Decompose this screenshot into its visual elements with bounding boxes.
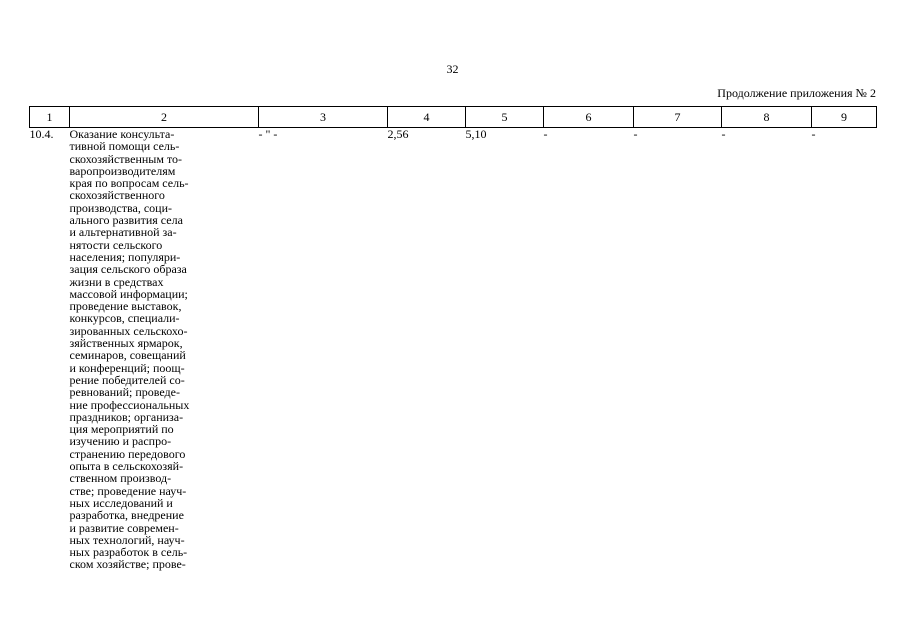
description-line: странению передового [69, 446, 186, 461]
column-header-7: 7 [634, 107, 722, 128]
column-header-3: 3 [259, 107, 388, 128]
continuation-note: Продолжение приложения № 2 [717, 86, 876, 100]
description-line: стве; проведение науч- [69, 483, 187, 498]
description-line: тивной помощи сель- [69, 139, 180, 154]
description-line: конкурсов, специали- [69, 311, 180, 326]
column-header-5: 5 [466, 107, 544, 128]
row-description [70, 128, 259, 571]
table-header-row [30, 107, 877, 128]
column-header-9: 9 [812, 107, 877, 128]
description-line: рение победителей со- [69, 372, 185, 387]
cell-col9: - [811, 127, 816, 141]
description-line: скохозяйственного [69, 188, 165, 203]
description-line: ных разработок в сель- [69, 545, 188, 560]
cell-col4: 2,56 [387, 127, 409, 141]
description-line: края по вопросам сель- [69, 176, 189, 191]
description-line: праздников; организа- [69, 409, 184, 424]
description-line: варопроизводителям [69, 163, 176, 178]
cell-col8: - [721, 127, 726, 141]
description-line: населения; популяри- [69, 249, 181, 264]
table-row [30, 128, 877, 571]
description-line: зяйственных ярмарок, [69, 336, 183, 351]
description-line: и конференций; поощ- [69, 360, 185, 375]
description-line: ревнований; проведе- [69, 385, 180, 400]
description-line: разработка, внедрение [69, 508, 184, 523]
description-line: нятости сельского [69, 237, 163, 252]
description-line: ального развития села [69, 213, 183, 228]
cell-col3: - " - [258, 127, 278, 141]
cell-col5: 5,10 [465, 127, 487, 141]
cell-col6: - [543, 127, 548, 141]
description-line: семинаров, совещаний [69, 348, 186, 363]
column-header-6: 6 [544, 107, 634, 128]
description-line: ных исследований и [69, 495, 173, 510]
description-line: массовой информации; [69, 286, 188, 301]
description-line: зированных сельскохо- [69, 323, 188, 338]
description-line: и развитие современ- [69, 520, 179, 535]
description-line: Оказание консульта- [69, 127, 175, 141]
description-line: ние профессиональных [69, 397, 190, 412]
description-line: жизни в средствах [69, 274, 164, 289]
column-header-4: 4 [388, 107, 466, 128]
column-header-2: 2 [70, 107, 259, 128]
appendix-table [29, 106, 877, 571]
description-line: и альтернативной за- [69, 225, 177, 240]
description-line: изучению и распро- [69, 434, 172, 449]
description-line: ция мероприятий по [69, 422, 174, 437]
description-line: опыта в сельскохозяй- [69, 459, 184, 474]
description-line: производства, соци- [69, 200, 172, 215]
row-number: 10.4. [29, 127, 54, 141]
description-line: ственном производ- [69, 471, 172, 486]
description-line: скохозяйственным то- [69, 151, 183, 166]
cell-col7: - [633, 127, 638, 141]
description-line: проведение выставок, [69, 299, 182, 314]
column-header-1: 1 [30, 107, 70, 128]
description-line: ных технологий, науч- [69, 532, 185, 547]
description-line: зация сельского образа [69, 262, 187, 277]
description-line: ском хозяйстве; прове- [69, 557, 186, 572]
column-header-8: 8 [722, 107, 812, 128]
page-number: 32 [446, 62, 459, 76]
